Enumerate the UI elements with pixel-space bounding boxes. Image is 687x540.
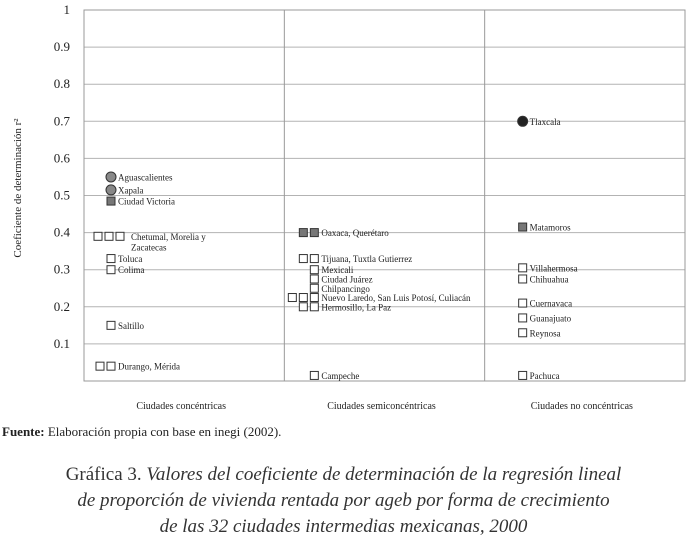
point-marker [94,232,102,240]
source-note [2,424,281,440]
point-label: Cuernavaca [529,298,573,309]
point-label: Durango, Mérida [118,361,180,372]
point-marker [310,275,318,283]
point-marker [106,172,116,182]
point-label: Tijuana, Tuxtla Gutierrez [321,254,413,265]
x-category-label: Ciudades no concéntricas [530,401,633,412]
caption-line-1 [0,462,687,488]
figure-caption [0,462,687,540]
y-tick-label: 0.3 [53,261,70,277]
point-label: Chilpancingo [321,283,370,294]
point-marker [299,255,307,263]
point-marker [519,275,527,283]
point-label: Xapala [118,185,144,196]
y-tick-label: 0.9 [53,39,70,55]
point-label: Hermosillo, La Paz [321,302,392,313]
point-marker [299,229,307,237]
caption-line-2: de proporción de vivienda rentada por ageb por forma de crecimiento [77,490,610,511]
caption-number: Gráfica 3. [65,464,142,485]
point-marker [518,116,528,126]
point-marker [519,223,527,231]
x-axis-category-labels [136,401,633,412]
point-label: Campeche [321,370,360,381]
point-marker [107,266,115,274]
point-marker [310,266,318,274]
point-label: Villahermosa [529,263,578,274]
point-label: Nuevo Laredo, San Luis Potosí, Culiacán [321,293,471,304]
x-category-label: Ciudades semiconcéntricas [327,401,436,412]
y-axis-label: Coeficiente de determinación r² [12,118,24,258]
chart-grid [84,10,685,381]
point-marker [310,229,318,237]
y-tick-label: 0.5 [53,187,70,203]
point-label: Tlaxcala [529,116,561,127]
source-text: Elaboración propia con base en inegi (2002). [47,424,282,439]
point-marker [310,371,318,379]
point-label: Ciudad Victoria [118,196,176,207]
point-marker [107,255,115,263]
point-label: Toluca [118,254,143,265]
point-marker [310,284,318,292]
point-marker [105,232,113,240]
point-label: Matamoros [529,222,571,233]
point-marker [519,329,527,337]
x-category-label: Ciudades concéntricas [136,401,227,412]
y-tick-label: 0.1 [53,335,70,351]
point-marker [116,232,124,240]
y-tick-label: 0.2 [53,298,70,314]
y-tick-label: 0.4 [53,224,70,240]
point-marker [299,303,307,311]
source-label: Fuente: [2,424,45,439]
point-marker [288,294,296,302]
point-marker [107,362,115,370]
point-label: Chetumal, Morelia y [131,231,206,242]
point-marker [299,294,307,302]
point-label: Ciudad Juárez [321,274,373,285]
point-label: Oaxaca, Querétaro [321,228,389,239]
point-label: Guanajuato [529,313,572,324]
point-label: Pachuca [529,370,560,381]
y-axis-tick-labels [54,2,71,351]
point-marker [96,362,104,370]
point-marker [310,294,318,302]
point-marker [107,197,115,205]
point-marker [519,299,527,307]
point-marker [106,185,116,195]
caption-line-3: de las 32 ciudades intermedias mexicanas, 2000 [159,516,528,537]
y-tick-label: 0.6 [53,150,70,166]
y-tick-label: 1 [63,2,70,17]
point-label: Colima [118,265,145,276]
point-label: Aguascalientes [118,172,173,183]
point-label: Zacatecas [131,242,167,253]
point-marker [310,255,318,263]
caption-title-1: Valores del coeficiente de determinación de la regresión lineal [146,464,622,485]
point-marker [310,303,318,311]
point-marker [519,371,527,379]
point-marker [519,314,527,322]
y-tick-label: 0.8 [53,76,70,92]
data-points [94,116,578,381]
point-marker [107,321,115,329]
point-label: Reynosa [529,328,561,339]
point-label: Chihuahua [529,274,569,285]
y-tick-label: 0.7 [53,113,70,129]
point-label: Saltillo [118,320,145,331]
point-label: Mexicali [321,265,354,276]
point-marker [519,264,527,272]
